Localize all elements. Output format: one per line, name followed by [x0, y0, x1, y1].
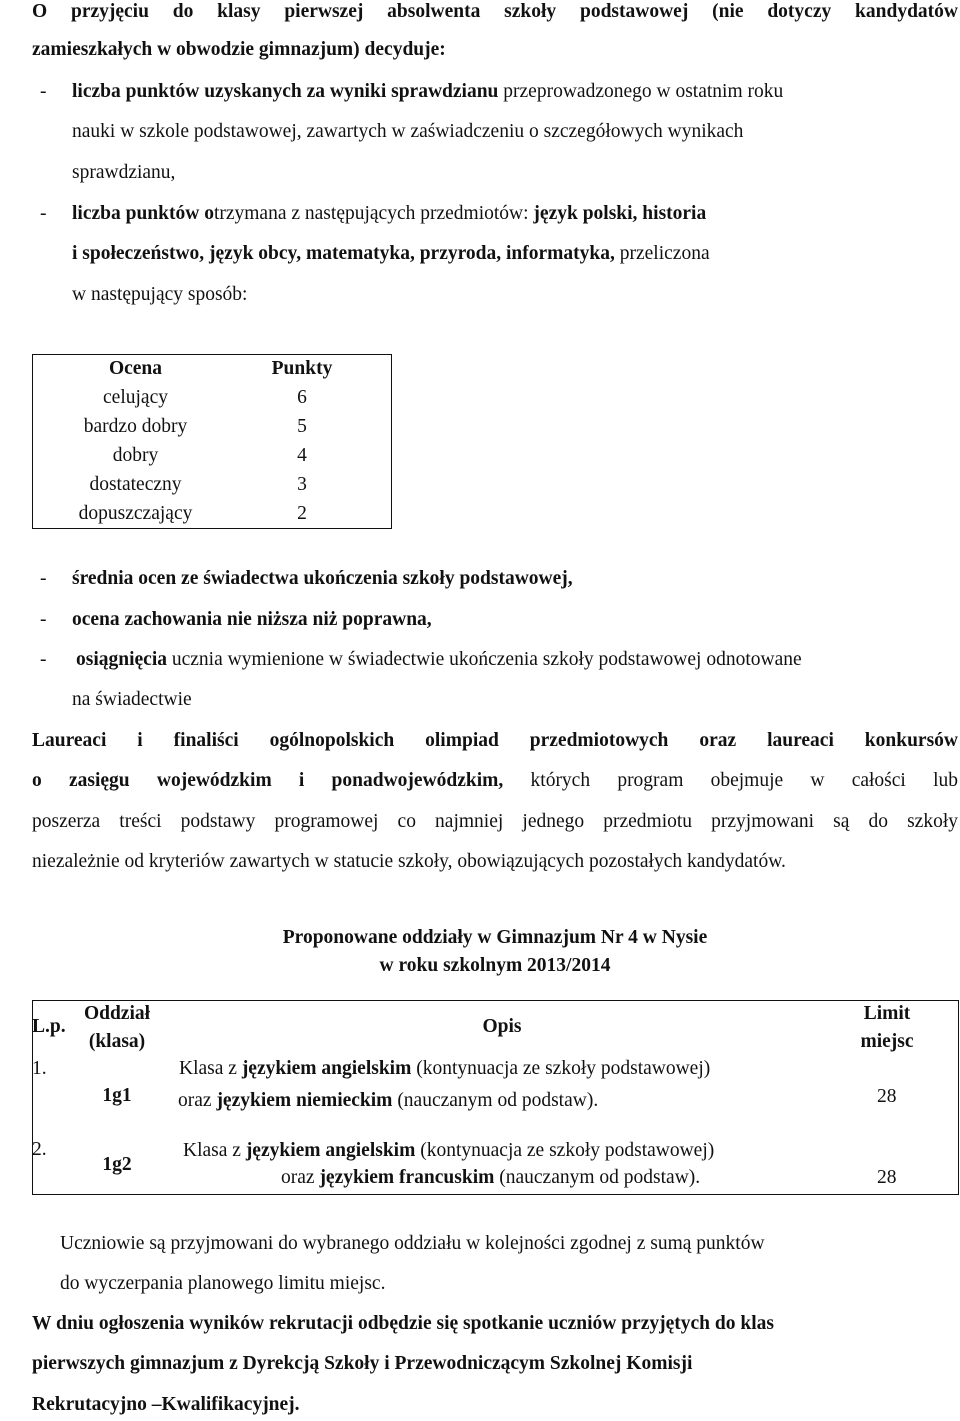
- table-cell: 3: [297, 474, 307, 495]
- table-cell: celujący: [103, 387, 168, 409]
- header-opis: Opis: [482, 1016, 522, 1037]
- row-1-desc-line-1: Klasa z językiem angielskim (kontynuacja ze szkoły podstawowej): [179, 1058, 711, 1079]
- section-title: Proponowane oddziały w Gimnazjum Nr 4 w Nysie: [282, 927, 708, 948]
- table-cell: 4: [297, 445, 307, 467]
- footer-p2-line-3: Rekrutacyjno –Kwalifikacyjnej.: [32, 1394, 300, 1415]
- bullet-dash: -: [40, 81, 47, 102]
- bullet-dash: -: [40, 568, 47, 589]
- criterion-2-line-3: w następujący sposób:: [72, 284, 248, 305]
- criterion-2-line-1: liczba punktów otrzymana z następujących przedmiotów: język polski, historia: [72, 203, 707, 224]
- footer-p1-line-1: Uczniowie są przyjmowani do wybranego oddziału w kolejności zgodnej z sumą punktów: [60, 1233, 765, 1254]
- row-1-lp: 1.: [32, 1058, 47, 1079]
- bullet-dash: -: [40, 203, 47, 224]
- criterion-average: średnia ocen ze świadectwa ukończenia szkoły podstawowej,: [72, 568, 573, 589]
- table-header-cell: Ocena: [108, 358, 163, 380]
- table-row: [33, 471, 392, 500]
- table-header-cell: Punkty: [271, 358, 333, 380]
- header-lp: L.p.: [32, 1016, 66, 1037]
- table-cell: dobry: [112, 445, 159, 467]
- header-klasa: (klasa): [88, 1031, 146, 1052]
- row-2-desc-line-1: Klasa z językiem angielskim (kontynuacja ze szkoły podstawowej): [183, 1140, 715, 1161]
- table-row: [33, 384, 392, 413]
- row-1-limit: 28: [877, 1086, 897, 1107]
- criterion-achievements-line-2: na świadectwie: [72, 689, 192, 710]
- footer-p1-line-2: do wyczerpania planowego limitu miejsc.: [60, 1273, 386, 1294]
- laureates-line-3: poszerza treści podstawy programowej co najmniej jednego przedmiotu przyjmowani są do szkoły: [32, 811, 958, 832]
- section-subtitle: w roku szkolnym 2013/2014: [379, 955, 611, 976]
- row-2-limit: 28: [877, 1167, 897, 1188]
- criterion-1-line-2: nauki w szkole podstawowej, zawartych w zaświadczeniu o szczegółowych wynikach: [72, 121, 744, 142]
- header-miejsc: miejsc: [860, 1031, 914, 1052]
- table-row: [33, 499, 392, 528]
- table-cell: bardzo dobry: [83, 416, 188, 438]
- criterion-2-line-2: i społeczeństwo, język obcy, matematyka, przyroda, informatyka, przeliczona: [72, 243, 710, 264]
- footer-p2-line-2: pierwszych gimnazjum z Dyrekcją Szkoły i Przewodniczącym Szkolnej Komisji: [32, 1353, 693, 1374]
- table-cell: 5: [297, 416, 307, 438]
- table-cell: 6: [297, 387, 307, 409]
- intro-line-2: zamieszkałych w obwodzie gimnazjum) decyduje:: [32, 39, 446, 60]
- laureates-line-4: niezależnie od kryteriów zawartych w statucie szkoły, obowiązujących pozostałych kandydatów.: [32, 851, 786, 872]
- table-row: [33, 413, 392, 442]
- table-cell: dostateczny: [89, 474, 182, 495]
- table-row: [33, 442, 392, 471]
- row-1-oddzial: 1g1: [102, 1085, 132, 1106]
- criterion-1-line-3: sprawdzianu,: [72, 162, 176, 183]
- bullet-dash: -: [40, 649, 47, 670]
- row-2-oddzial: 1g2: [102, 1154, 132, 1175]
- intro-line-1: O przyjęciu do klasy pierwszej absolwenta szkoły podstawowej (nie dotyczy kandydatów: [32, 1, 958, 22]
- table-cell: dopuszczający: [78, 502, 193, 524]
- criterion-1-line-1: liczba punktów uzyskanych za wyniki sprawdzianu przeprowadzonego w ostatnim roku: [72, 81, 784, 102]
- criterion-achievements-line-1: osiągnięcia ucznia wymienione w świadectwie ukończenia szkoły podstawowej odnotowane: [76, 649, 802, 670]
- laureates-line-2: o zasięgu wojewódzkim i ponadwojewódzkim, których program obejmuje w całości lub: [32, 770, 958, 791]
- row-2-desc-line-2: oraz językiem francuskim (nauczanym od podstaw).: [281, 1167, 701, 1188]
- laureates-line-1: Laureaci i finaliści ogólnopolskich olimpiad przedmiotowych oraz laureaci konkursów: [32, 730, 958, 751]
- grade-points-table: [32, 354, 392, 529]
- criterion-behavior: ocena zachowania nie niższa niż poprawna,: [72, 609, 432, 630]
- header-limit: Limit: [863, 1003, 911, 1024]
- row-1-desc-line-2: oraz językiem niemieckim (nauczanym od podstaw).: [178, 1090, 599, 1111]
- table-header-row: [33, 355, 392, 384]
- footer-p2-line-1: W dniu ogłoszenia wyników rekrutacji odbędzie się spotkanie uczniów przyjętych do klas: [32, 1313, 774, 1334]
- classes-table: [32, 1000, 959, 1195]
- header-oddzial: Oddział: [83, 1003, 151, 1024]
- bullet-dash: -: [40, 609, 47, 630]
- table-cell: 2: [297, 502, 307, 524]
- row-2-lp: 2.: [32, 1139, 47, 1160]
